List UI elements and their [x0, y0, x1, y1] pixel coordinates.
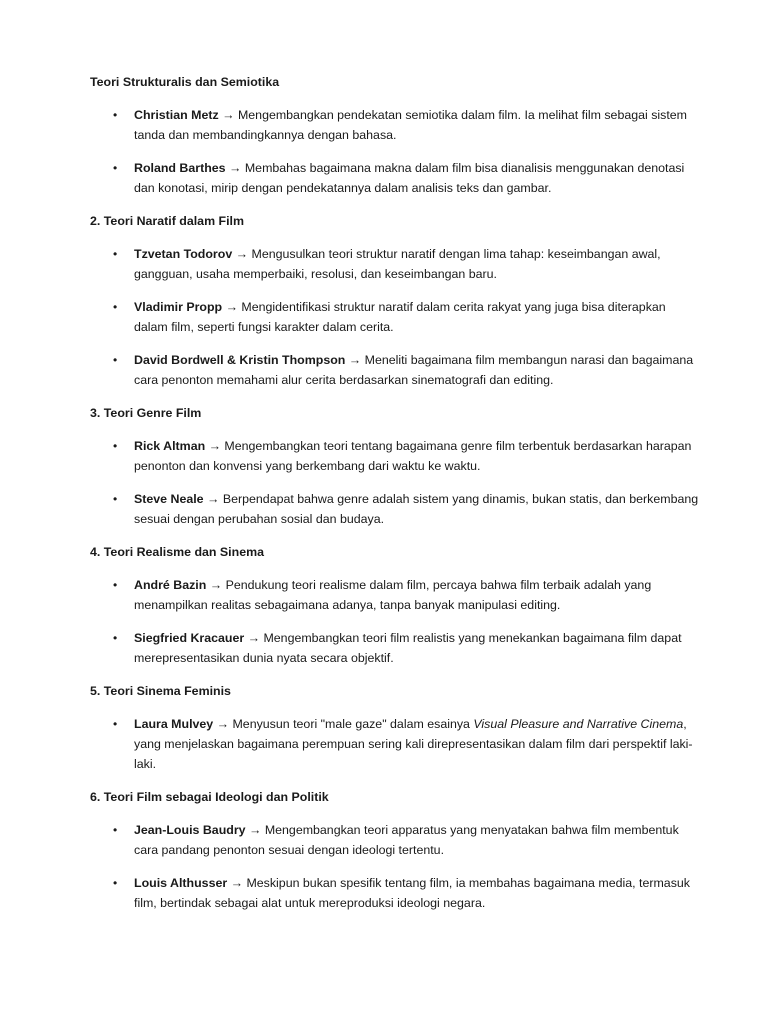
- section-strukturalis: [90, 72, 702, 198]
- theorist-name: Rick Altman: [134, 439, 206, 453]
- item-text: → Meneliti bagaimana film membangun narasi dan bagaimana cara penonton memahami alur cerita berdasarkan sinematografi dan editing.: [134, 353, 694, 387]
- bullet-list: [90, 105, 702, 198]
- item-text: → Pendukung teori realisme dalam film, percaya bahwa film terbaik adalah yang menampilkan realitas sebagaimana adanya, tanpa banyak manipulasi editing.: [134, 578, 652, 612]
- item-text: → Menyusun teori "male gaze" dalam esainya: [213, 717, 474, 731]
- list-item: [90, 158, 702, 198]
- list-item: [90, 350, 702, 390]
- theorist-name: Christian Metz: [134, 108, 219, 122]
- item-text-after: , yang menjelaskan bagaimana perempuan sering kali direpresentasikan dalam film dari perspektif laki-laki.: [134, 717, 693, 771]
- document-page: [90, 72, 702, 926]
- list-item: [90, 244, 702, 284]
- list-item: [90, 628, 702, 668]
- bullet-icon: •: [113, 578, 118, 592]
- item-text: → Membahas bagaimana makna dalam film bisa dianalisis menggunakan denotasi dan konotasi, mirip dengan pendekatannya dalam analisis teks dan gambar.: [134, 161, 685, 195]
- item-text: → Mengembangkan pendekatan semiotika dalam film. Ia melihat film sebagai sistem tanda dan membandingkannya dengan bahasa.: [134, 108, 688, 142]
- bullet-list: [90, 714, 702, 774]
- bullet-icon: •: [113, 161, 118, 175]
- section-heading: 6. Teori Film sebagai Ideologi dan Politik: [90, 790, 329, 804]
- bullet-list: [90, 436, 702, 529]
- item-text: → Mengembangkan teori tentang bagaimana genre film terbentuk berdasarkan harapan penonton dan konvensi yang berkembang dari waktu ke waktu.: [134, 439, 692, 473]
- theorist-name: Jean-Louis Baudry: [134, 823, 246, 837]
- list-item: [90, 105, 702, 145]
- section-genre: [90, 403, 702, 529]
- essay-title: Visual Pleasure and Narrative Cinema: [473, 717, 684, 731]
- list-item: [90, 714, 702, 774]
- theorist-name: Tzvetan Todorov: [134, 247, 233, 261]
- section-heading: 3. Teori Genre Film: [90, 406, 202, 420]
- bullet-list: [90, 575, 702, 668]
- bullet-icon: •: [113, 717, 118, 731]
- theorist-name: Louis Althusser: [134, 876, 228, 890]
- bullet-icon: •: [113, 876, 118, 890]
- theorist-name: Laura Mulvey: [134, 717, 214, 731]
- list-item: [90, 436, 702, 476]
- section-heading: 5. Teori Sinema Feminis: [90, 684, 231, 698]
- theorist-name: Steve Neale: [134, 492, 204, 506]
- bullet-icon: •: [113, 108, 118, 122]
- bullet-icon: •: [113, 823, 118, 837]
- section-heading: Teori Strukturalis dan Semiotika: [90, 75, 280, 89]
- list-item: [90, 820, 702, 860]
- item-text: → Mengembangkan teori film realistis yang menekankan bagaimana film dapat merepresentasikan dunia nyata secara objektif.: [134, 631, 682, 665]
- section-heading: 2. Teori Naratif dalam Film: [90, 214, 245, 228]
- theorist-name: David Bordwell & Kristin Thompson: [134, 353, 346, 367]
- bullet-icon: •: [113, 492, 118, 506]
- list-item: [90, 489, 702, 529]
- section-feminis: [90, 681, 702, 774]
- theorist-name: André Bazin: [134, 578, 207, 592]
- section-ideologi: [90, 787, 702, 913]
- list-item: [90, 297, 702, 337]
- item-text: → Meskipun bukan spesifik tentang film, ia membahas bagaimana media, termasuk film, bertindak sebagai alat untuk mereproduksi ideologi negara.: [134, 876, 690, 910]
- list-item: [90, 873, 702, 913]
- bullet-list: [90, 244, 702, 390]
- item-text: → Berpendapat bahwa genre adalah sistem yang dinamis, bukan statis, dan berkembang sesuai dengan perubahan sosial dan budaya.: [134, 492, 699, 526]
- bullet-icon: •: [113, 631, 118, 645]
- item-text: → Mengidentifikasi struktur naratif dalam cerita rakyat yang juga bisa diterapkan dalam film, seperti fungsi karakter dalam cerita.: [134, 300, 666, 334]
- bullet-list: [90, 820, 702, 913]
- list-item: [90, 575, 702, 615]
- section-realisme: [90, 542, 702, 668]
- section-heading: 4. Teori Realisme dan Sinema: [90, 545, 264, 559]
- section-naratif: [90, 211, 702, 390]
- bullet-icon: •: [113, 247, 118, 261]
- bullet-icon: •: [113, 300, 118, 314]
- theorist-name: Vladimir Propp: [134, 300, 223, 314]
- item-text: → Mengembangkan teori apparatus yang menyatakan bahwa film membentuk cara pandang penonton sesuai dengan ideologi tertentu.: [134, 823, 679, 857]
- item-text: → Mengusulkan teori struktur naratif dengan lima tahap: keseimbangan awal, gangguan, usaha memperbaiki, resolusi, dan keseimbangan baru.: [134, 247, 661, 281]
- theorist-name: Siegfried Kracauer: [134, 631, 245, 645]
- bullet-icon: •: [113, 353, 118, 367]
- bullet-icon: •: [113, 439, 118, 453]
- theorist-name: Roland Barthes: [134, 161, 226, 175]
